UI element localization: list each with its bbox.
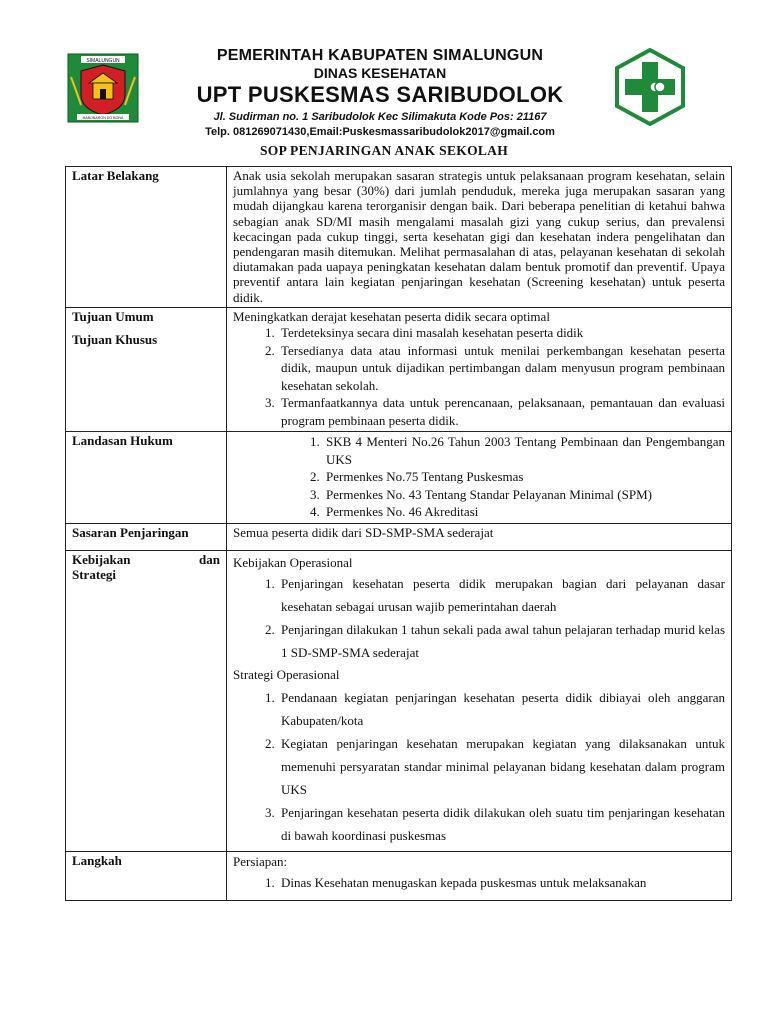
list-item: 1. Dinas Kesehatan menugaskan kepada puskesmas untuk melaksanakan (278, 871, 725, 894)
list-item: 2. Permenkes No.75 Tentang Puskesmas (323, 468, 725, 486)
strategi-operasional-heading: Strategi Operasional (233, 666, 340, 682)
list-item: 1. Pendanaan kegiatan penjaringan kesehatan peserta didik dibiayai oleh anggaran Kabupaten/kota (278, 686, 725, 732)
label-sasaran: Sasaran Penjaringan (66, 523, 227, 550)
label-kebijakan-left: Kebijakan (72, 551, 131, 567)
label-kebijakan (66, 550, 227, 851)
row-sasaran (66, 523, 732, 550)
letterhead (0, 0, 768, 140)
kebijakan-operasional-heading: Kebijakan Operasional (233, 554, 353, 570)
content-sasaran: Semua peserta didik dari SD-SMP-SMA sederajat (227, 523, 732, 550)
document-title: SOP PENJARINGAN ANAK SEKOLAH (259, 143, 509, 158)
label-langkah: Langkah (66, 851, 227, 900)
persiapan-heading: Persiapan: (233, 853, 288, 869)
list-item: 1. SKB 4 Menteri No.26 Tahun 2003 Tentang Pembinaan dan Pengembangan UKS (323, 433, 725, 468)
label-landasan-hukum: Landasan Hukum (66, 432, 227, 524)
list-item: 3. Permenkes No. 43 Tentang Standar Pelayanan Minimal (SPM) (323, 486, 725, 504)
list-item: 3. Termanfaatkannya data untuk perencanaan, pelaksanaan, pemantauan dan evaluasi program pembinaan peserta didik. (278, 394, 725, 429)
list-item: 2. Penjaringan dilakukan 1 tahun sekali pada awal tahun pelajaran terhadap murid kelas 1 SD-SMP-SMA sederajat (278, 618, 725, 664)
government-name: PEMERINTAH KABUPATEN SIMALUNGUN (216, 47, 544, 64)
content-kebijakan (227, 550, 732, 851)
tujuan-umum-text: Meningkatkan derajat kesehatan peserta didik secara optimal (233, 308, 550, 324)
contact-info: Telp. 081269071430,Email:Puskesmassaribudolok2017@gmail.com (205, 126, 555, 138)
list-item: 1. Penjaringan kesehatan peserta didik merupakan bagian dari pelayanan dasar kesehatan sebagai urusan wajib pemerintahan daerah (278, 572, 725, 618)
puskesmas-logo (613, 48, 687, 126)
label-tujuan (66, 307, 227, 431)
list-item: 2. Kegiatan penjaringan kesehatan merupakan kegiatan yang dilaksanakan untuk memenuhi persyaratan standar minimal pelayanan bidang kesehatan dalam program UKS (278, 732, 725, 801)
label-tujuan-khusus: Tujuan Khusus (72, 332, 158, 348)
content-langkah (227, 851, 732, 900)
sop-table (65, 166, 732, 901)
label-strategi: Strategi (72, 566, 117, 582)
label-kebijakan-right: dan (199, 551, 220, 567)
list-item: 4. Permenkes No. 46 Akreditasi (323, 503, 725, 521)
row-landasan-hukum (66, 432, 732, 524)
puskesmas-name: UPT PUSKESMAS SARIBUDOLOK (196, 82, 564, 107)
row-latar-belakang (66, 167, 732, 308)
content-landasan-hukum (227, 432, 732, 524)
content-latar-belakang: Anak usia sekolah merupakan sasaran strategis untuk pelaksanaan program kesehatan, selain jumlahnya yang besar (30%) dari jumlah penduduk, mereka juga merupakan sasaran yang mudah dijangkau karena terorganisir dengan baik. Dari beberapa penelitian di ketahui bahwa sebagian anak SD/MI masih mengalami masalah gizi yang cukup serius, dan prevalensi kecacingan pada cukup tinggi, serta kesehatan gigi dan kesehatan indera pengelihatan dan pendengaran masih ditemukan. Melihat permasalahan di atas, pelayanan kesehatan di sekolah diutamakan pada uapaya peningkatan kesehatan dalam bentuk promotif dan preventif. Upaya preventif antara lain kegiatan penjaringan kesehatan (Screening kesehatan) untuk peserta didik. (227, 167, 732, 308)
list-item: 3. Penjaringan kesehatan peserta didik dilakukan oleh suatu tim penjaringan kesehatan di bawah koordinasi puskesmas (278, 801, 725, 847)
letterhead-text (150, 46, 610, 139)
list-item: 1. Terdeteksinya secara dini masalah kesehatan peserta didik (278, 324, 725, 342)
row-kebijakan (66, 550, 732, 851)
logo-top-text: SIMALUNGUN (86, 58, 120, 64)
label-tujuan-umum: Tujuan Umum (72, 308, 154, 324)
label-latar-belakang: Latar Belakang (66, 167, 227, 308)
content-tujuan (227, 307, 732, 431)
address: Jl. Sudirman no. 1 Saribudolok Kec Silimakuta Kode Pos: 21167 (213, 111, 547, 123)
row-tujuan (66, 307, 732, 431)
row-langkah (66, 851, 732, 900)
department-name: DINAS KESEHATAN (313, 65, 447, 81)
logo-bottom-text: HABONARON DO BONA (82, 116, 124, 120)
list-item: 2. Tersedianya data atau informasi untuk menilai perkembangan kesehatan peserta didik, maupun untuk dijadikan pertimbangan dalam menyusun program pembinaan kesehatan sekolah. (278, 342, 725, 395)
simalungun-regency-logo (67, 53, 139, 123)
